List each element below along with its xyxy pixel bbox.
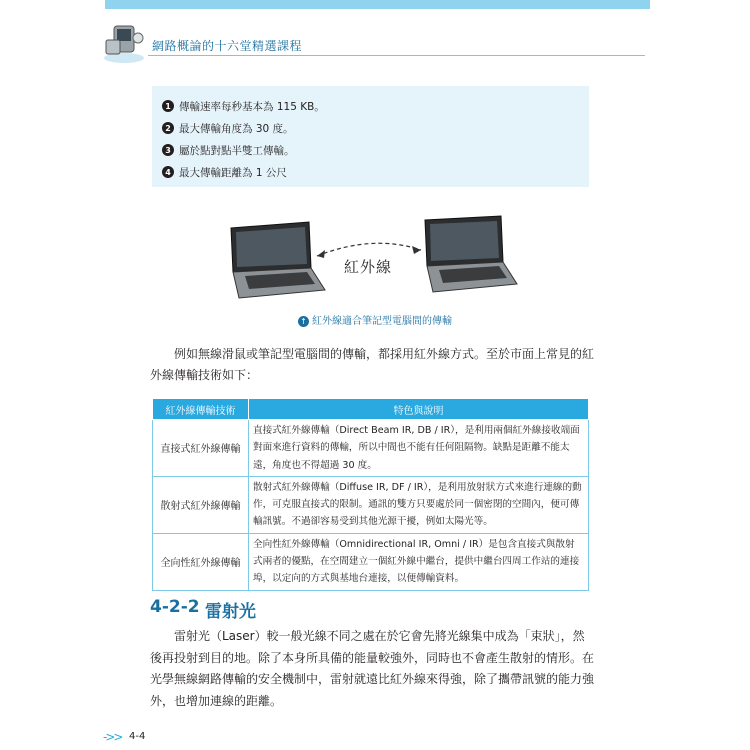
header-rule xyxy=(148,55,645,56)
table-row xyxy=(153,476,589,533)
table-header-cell: 紅外線傳輸技術 xyxy=(153,399,249,420)
section-number: 4-2-2 xyxy=(150,597,200,617)
table-header-cell: 特色與說明 xyxy=(249,399,589,420)
intro-paragraph: 例如無線滑鼠或筆記型電腦間的傳輸，都採用紅外線方式。至於市面上常見的紅外線傳輸技術如下： xyxy=(150,347,595,382)
laser-paragraph: 雷射光（Laser）較一般光線不同之處在於它會先將光線集中成為「束狀」，然後再投射到目的地。除了本身所具備的能量較強外，同時也不會產生散射的情形。在光學無線網路傳輸的安全機制中，雷射就遠比紅外線來得強，除了攜帶訊號的能力強外，也增加連線的距離。 xyxy=(150,629,595,708)
bullet-item xyxy=(162,139,589,161)
infrared-label: 紅外線 xyxy=(344,258,393,276)
section-title: 雷射光 xyxy=(205,602,256,622)
bullet-item xyxy=(162,117,589,139)
tech-desc-cell: 直接式紅外線傳輸（Direct Beam IR, DB / IR），是利用兩個紅外線接收端面對面來進行資料的傳輸，所以中間也不能有任何阻隔物。缺點是距離不能太遠，角度也不得超過 30 度。 xyxy=(249,420,589,477)
page-number: 4-4 xyxy=(129,731,146,742)
tech-name-cell: 直接式紅外線傳輸 xyxy=(153,420,249,477)
infrared-tech-table xyxy=(152,398,589,591)
table-row xyxy=(153,533,589,590)
feature-bullet-box xyxy=(152,86,589,187)
table-header-row xyxy=(153,399,589,420)
laptop-left-icon xyxy=(231,222,325,298)
figure-caption xyxy=(0,312,750,327)
number-badge: 4 xyxy=(162,166,174,178)
tech-desc-cell: 散射式紅外線傳輸（Diffuse IR, DF / IR），是利用放射狀方式來進行連線的動作，可克服直接式的限制。通訊的雙方只要處於同一個密閉的空間內，便可傳輸訊號。不過卻容易受到其他光源干擾，例如太陽光等。 xyxy=(249,476,589,533)
tech-desc-cell: 全向性紅外線傳輸（Omnidirectional IR, Omni / IR）是包含直接式與散射式兩者的優點，在空間建立一個紅外線中繼台，提供中繼台四周工作站的連接埠，以定向的方式與基地台連接，以便傳輸資料。 xyxy=(249,533,589,590)
book-header-title: 網路概論的十六堂精選課程 xyxy=(152,39,303,53)
number-badge: 1 xyxy=(162,100,174,112)
bullet-text: 傳輸速率每秒基本為 115 KB。 xyxy=(179,100,325,113)
bullet-text: 屬於點對點半雙工傳輸。 xyxy=(179,144,295,157)
computer-logo-icon xyxy=(100,18,148,66)
infrared-arc-arrow xyxy=(317,243,421,256)
figure-caption-text: 紅外線適合筆記型電腦間的傳輸 xyxy=(312,316,452,327)
bullet-text: 最大傳輸角度為 30 度。 xyxy=(179,122,294,135)
tech-name-cell: 全向性紅外線傳輸 xyxy=(153,533,249,590)
laptop-right-icon xyxy=(425,216,517,292)
arrow-up-circle-icon: ↑ xyxy=(298,316,309,327)
bullet-item xyxy=(162,95,589,117)
number-badge: 2 xyxy=(162,122,174,134)
bullet-item xyxy=(162,161,589,183)
number-badge: 3 xyxy=(162,144,174,156)
table-row xyxy=(153,420,589,477)
bullet-text: 最大傳輸距離為 1 公尺 xyxy=(179,166,287,179)
tech-name-cell: 散射式紅外線傳輸 xyxy=(153,476,249,533)
top-color-band xyxy=(105,0,650,9)
page-arrow-icon: ->> xyxy=(103,730,122,744)
